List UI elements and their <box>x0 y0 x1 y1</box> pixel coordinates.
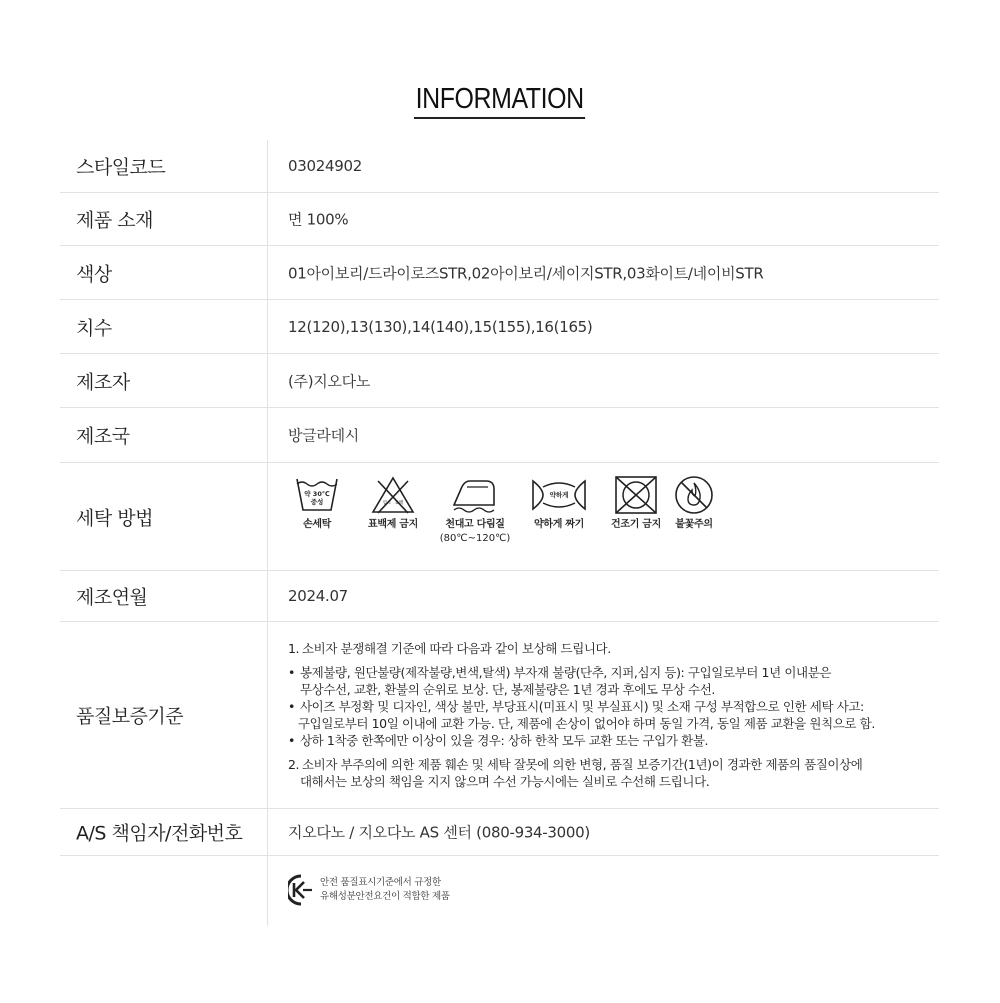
warranty-bullet-cont: 무상수선, 교환, 환불의 순위로 보상. 단, 봉제불량은 1년 경과 후에도 무상 수선. <box>300 682 715 697</box>
row-label: A/S 책임자/전화번호 <box>76 822 243 845</box>
table-row-care <box>60 463 939 571</box>
no-bleach-icon <box>370 475 416 515</box>
row-label: 제품 소재 <box>76 209 153 232</box>
row-value: 12(120),13(130),14(140),15(155),16(165) <box>288 317 593 336</box>
column-divider <box>267 354 268 407</box>
warranty-item-1: 1. 소비자 분쟁해결 기준에 따라 다음과 같이 보상해 드립니다. <box>288 641 611 656</box>
care-label: 불꽃주의 <box>675 519 713 530</box>
column-divider <box>267 571 268 621</box>
row-label: 색상 <box>76 263 112 285</box>
column-divider <box>267 300 268 353</box>
row-value: 03024902 <box>288 157 362 175</box>
care-iron <box>432 475 518 545</box>
row-label: 세탁 방법 <box>76 507 153 529</box>
care-sublabel: (80℃~120℃) <box>439 533 511 544</box>
warranty-bullet: • 사이즈 부정확 및 디자인, 색상 불만, 부당표시(미표시 및 부실표시) 및 소재 구성 부적합으로 인한 세탁 사고: <box>288 699 864 714</box>
fire-caution-icon <box>672 475 716 515</box>
care-label: 천대고 다림질 <box>445 519 505 530</box>
row-value: 01아이보리/드라이로즈STR,02아이보리/세이지STR,03화이트/네이비STR <box>288 264 764 282</box>
warranty-item-2: 2. 소비자 부주의에 의한 제품 훼손 및 세탁 잘못에 의한 변형, 품질 보증기간(1년)이 경과한 제품의 품질이상에 <box>288 757 863 772</box>
column-divider <box>267 856 268 926</box>
row-value: 지오다노 / 지오다노 AS 센터 (080-934-3000) <box>288 823 590 842</box>
svg-text:KC: KC <box>301 893 303 894</box>
table-row-warranty <box>60 622 939 809</box>
table-row-kc <box>60 856 939 926</box>
care-wring <box>518 475 600 545</box>
warranty-bullet: • 상하 1착중 한쪽에만 이상이 있을 경우: 상하 한착 모두 교환 또는 구입가 환불. <box>288 733 709 748</box>
table-row-style-code <box>60 140 939 193</box>
column-divider <box>267 622 268 808</box>
kc-certification <box>288 874 450 906</box>
care-no-bleach <box>354 475 432 545</box>
svg-text:약 30℃: 약 30℃ <box>304 490 330 498</box>
no-tumble-dry-icon <box>614 475 658 515</box>
table-row-country <box>60 408 939 463</box>
row-label: 스타일코드 <box>76 156 166 179</box>
information-heading: INFORMATION <box>414 82 585 119</box>
care-hand-wash <box>280 475 354 545</box>
row-label: 제조연월 <box>76 586 148 609</box>
column-divider <box>267 809 268 855</box>
row-label: 치수 <box>76 317 112 339</box>
care-no-tumble-dry <box>600 475 672 545</box>
row-value: 면 100% <box>288 210 349 229</box>
svg-text:표백: 표백 <box>394 501 404 506</box>
table-row-material <box>60 193 939 246</box>
warranty-text <box>288 640 875 790</box>
table-row-size <box>60 300 939 354</box>
row-label: 제조자 <box>76 371 130 393</box>
svg-text:염소: 염소 <box>382 501 392 506</box>
row-value: 2024.07 <box>288 587 348 605</box>
svg-text:약하게: 약하게 <box>549 491 569 499</box>
warranty-item-2-cont: 대해서는 보상의 책임을 지지 않으며 수선 가능시에는 실비로 수선해 드립니다. <box>300 774 710 789</box>
row-label: 제조국 <box>76 425 130 448</box>
row-value: (주)지오다노 <box>288 372 371 390</box>
care-symbols <box>280 475 716 545</box>
hand-wash-icon <box>294 475 340 515</box>
column-divider <box>267 408 268 462</box>
care-label: 약하게 짜기 <box>534 519 584 530</box>
wring-icon <box>529 475 589 515</box>
column-divider <box>267 193 268 245</box>
care-fire-caution <box>672 475 716 545</box>
table-row-manufacturer <box>60 354 939 408</box>
table-row-after-service <box>60 809 939 856</box>
svg-text:중성: 중성 <box>310 498 324 506</box>
iron-icon <box>450 475 500 515</box>
row-label: 품질보증기준 <box>76 705 184 728</box>
info-table <box>60 140 939 926</box>
information-title <box>0 82 1000 119</box>
column-divider <box>267 140 268 192</box>
column-divider <box>267 246 268 299</box>
care-label: 손세탁 <box>302 519 332 530</box>
column-divider <box>267 463 268 570</box>
table-row-color <box>60 246 939 300</box>
kc-description: 안전 품질표시기준에서 규정한 유해성분안전요건이 적합한 제품 <box>320 877 450 902</box>
care-label: 표백제 금지 <box>368 519 418 530</box>
warranty-bullet-cont: 구입일로부터 10일 이내에 교환 가능. 단, 제품에 손상이 없어야 하며 동일 가격, 동일 제품 교환을 원칙으로 함. <box>298 716 875 731</box>
kc-logo-icon <box>288 874 314 906</box>
warranty-bullet: • 봉제불량, 원단불량(제작불량,변색,탈색) 부자재 불량(단추, 지퍼,심지 등): 구입일로부터 1년 이내분은 <box>288 665 832 680</box>
row-value: 방글라데시 <box>288 426 359 445</box>
care-label: 건조기 금지 <box>611 519 661 530</box>
table-row-manufacture-date <box>60 571 939 622</box>
